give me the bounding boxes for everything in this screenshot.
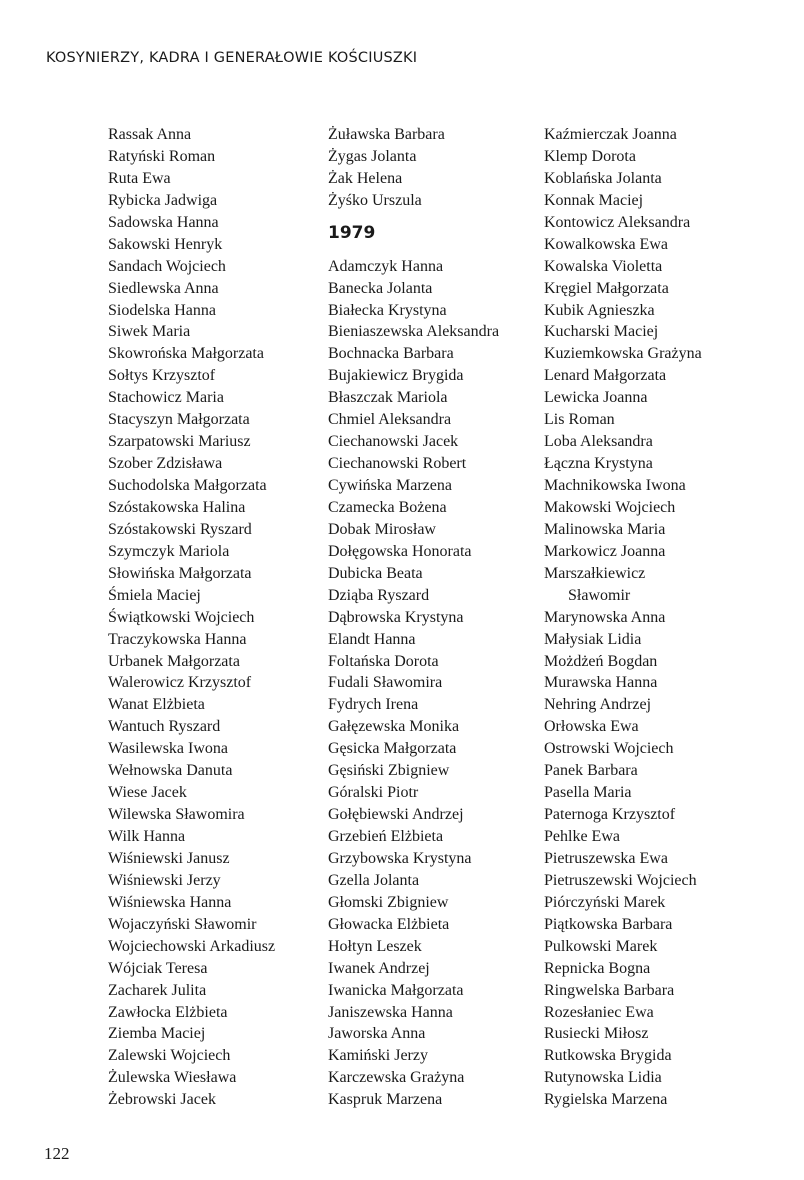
name-entry: Łączna Krystyna [544, 455, 653, 473]
name-entry: Szarpatowski Mariusz [108, 433, 251, 451]
name-entry: Wiśniewski Janusz [108, 849, 230, 867]
name-entry: Śmiela Maciej [108, 586, 201, 604]
name-entry: Janiszewska Hanna [328, 1003, 453, 1021]
name-entry: Siwek Maria [108, 323, 191, 341]
name-entry: Urbanek Małgorzata [108, 652, 240, 670]
name-entry: Paternoga Krzysztof [544, 806, 676, 824]
name-entry: Siodelska Hanna [108, 301, 216, 319]
name-entry: Markowicz Joanna [544, 542, 666, 560]
name-entry: Elandt Hanna [328, 630, 416, 648]
name-entry: Nehring Andrzej [544, 696, 652, 714]
page-number: 122 [44, 1144, 70, 1163]
name-entry: Banecka Jolanta [328, 279, 433, 297]
name-entry: Repnicka Bogna [544, 959, 651, 977]
name-entry: Wełnowska Danuta [108, 762, 233, 780]
name-entry: Głomski Zbigniew [328, 893, 449, 911]
name-entry: Szymczyk Mariola [108, 542, 230, 560]
name-entry: Pasella Maria [544, 784, 632, 802]
name-entry: Adamczyk Hanna [328, 257, 444, 275]
name-entry: Ciechanowski Jacek [328, 433, 459, 451]
name-entry: Sławomir [568, 586, 631, 604]
name-entry: Wiśniewski Jerzy [108, 871, 221, 889]
name-entry: Konnak Maciej [544, 191, 644, 209]
name-entry: Gałęzewska Monika [328, 718, 460, 736]
name-entry: Wójciak Teresa [108, 959, 208, 977]
name-entry: Szober Zdzisława [108, 455, 223, 473]
name-entry: Stacyszyn Małgorzata [108, 411, 250, 429]
name-entry: Traczykowska Hanna [108, 630, 247, 648]
name-entry: Foltańska Dorota [328, 652, 439, 670]
name-entry: Dąbrowska Krystyna [328, 608, 464, 626]
name-entry: Czamecka Bożena [328, 498, 447, 516]
name-entry: Gołębiewski Andrzej [328, 806, 464, 824]
name-entry: Rygielska Marzena [544, 1091, 668, 1109]
name-entry: Kontowicz Aleksandra [544, 213, 691, 231]
name-entry: Zacharek Julita [108, 981, 207, 999]
name-entry: Wojciechowski Arkadiusz [108, 937, 276, 955]
name-entry: Marynowska Anna [544, 608, 666, 626]
name-entry: Gęsiński Zbigniew [328, 762, 450, 780]
name-entry: Marszałkiewicz [544, 564, 646, 582]
name-entry: Dołęgowska Honorata [328, 542, 472, 560]
name-entry: Gzella Jolanta [328, 871, 420, 889]
name-entry: Pietruszewski Wojciech [544, 871, 697, 889]
name-entry: Lis Roman [544, 411, 615, 429]
year-heading: 1979 [328, 222, 376, 243]
name-entry: Dubicka Beata [328, 564, 423, 582]
name-entry: Wiśniewska Hanna [108, 893, 232, 911]
name-entry: Rutynowska Lidia [544, 1069, 662, 1087]
name-entry: Kowalska Violetta [544, 257, 663, 275]
name-entry: Makowski Wojciech [544, 498, 676, 516]
name-entry: Klemp Dorota [544, 147, 636, 165]
name-entry: Kucharski Maciej [544, 323, 659, 341]
name-entry: Wasilewska Iwona [108, 740, 229, 758]
name-entry: Machnikowska Iwona [544, 477, 686, 494]
name-entry: Grzebień Elżbieta [328, 828, 444, 846]
name-entry: Wilewska Sławomira [108, 806, 245, 824]
name-entry: Dobak Mirosław [328, 520, 436, 538]
name-entry: Wiese Jacek [108, 784, 187, 802]
name-entry: Zalewski Wojciech [108, 1047, 231, 1065]
name-entry: Błaszczak Mariola [328, 389, 448, 407]
name-entry: Wilk Hanna [108, 828, 186, 845]
name-entry: Malinowska Maria [544, 520, 666, 538]
name-entry: Rybicka Jadwiga [108, 191, 218, 209]
name-entry: Żebrowski Jacek [108, 1091, 216, 1109]
name-entry: Siedlewska Anna [108, 279, 219, 297]
name-entry: Bieniaszewska Aleksandra [328, 323, 500, 341]
name-entry: Ruta Ewa [108, 169, 171, 187]
name-entry: Karczewska Grażyna [328, 1069, 465, 1087]
name-entry: Sołtys Krzysztof [108, 367, 216, 385]
name-entry: Grzybowska Krystyna [328, 849, 472, 867]
name-entry: Sakowski Henryk [108, 235, 223, 253]
name-entry: Szóstakowska Halina [108, 498, 246, 516]
name-entry: Kręgiel Małgorzata [544, 279, 669, 297]
name-entry: Rozesłaniec Ewa [544, 1003, 654, 1021]
name-entry: Panek Barbara [544, 762, 638, 780]
name-entry: Ostrowski Wojciech [544, 740, 674, 758]
name-entry: Loba Aleksandra [544, 433, 653, 451]
name-entry: Pietruszewska Ewa [544, 849, 668, 867]
name-entry: Cywińska Marzena [328, 477, 452, 495]
name-entry: Sandach Wojciech [108, 257, 226, 275]
name-entry: Hołtyn Leszek [328, 937, 422, 955]
name-entry: Piórczyński Marek [544, 893, 666, 911]
name-entry: Białecka Krystyna [328, 301, 447, 319]
name-entry: Żak Helena [328, 169, 403, 187]
name-entry: Lewicka Joanna [544, 389, 648, 407]
name-entry: Lenard Małgorzata [544, 367, 667, 385]
name-entry: Ringwelska Barbara [544, 981, 675, 999]
name-column-1 [108, 124, 275, 1111]
name-entry: Kubik Agnieszka [544, 301, 655, 319]
name-entry: Fydrych Irena [328, 696, 419, 714]
name-entry: Sadowska Hanna [108, 213, 219, 231]
name-entry: Kamiński Jerzy [328, 1047, 428, 1065]
name-entry: Świątkowski Wojciech [108, 608, 255, 626]
name-entry: Żyśko Urszula [328, 191, 422, 209]
name-entry: Wanat Elżbieta [108, 696, 205, 714]
name-entry: Kuziemkowska Grażyna [544, 345, 702, 363]
name-entry: Orłowska Ewa [544, 718, 639, 736]
name-entry: Ratyński Roman [108, 147, 216, 165]
name-entry: Suchodolska Małgorzata [108, 477, 267, 494]
name-entry: Żygas Jolanta [328, 147, 417, 165]
name-entry: Ciechanowski Robert [328, 455, 467, 473]
name-entry: Głowacka Elżbieta [328, 915, 450, 933]
name-entry: Możdżeń Bogdan [544, 652, 658, 670]
name-entry: Małysiak Lidia [544, 630, 642, 648]
name-entry: Murawska Hanna [544, 674, 658, 692]
name-entry: Żuławska Barbara [328, 126, 445, 143]
name-entry: Jaworska Anna [328, 1025, 426, 1043]
name-entry: Kowalkowska Ewa [544, 235, 668, 253]
name-entry: Iwanek Andrzej [328, 959, 430, 977]
name-entry: Bujakiewicz Brygida [328, 367, 464, 385]
name-entry: Pehlke Ewa [544, 828, 620, 845]
name-entry: Dziąba Ryszard [328, 586, 430, 604]
name-entry: Koblańska Jolanta [544, 169, 662, 187]
name-entry: Rusiecki Miłosz [544, 1025, 649, 1043]
name-entry: Słowińska Małgorzata [108, 564, 252, 582]
name-entry: Gęsicka Małgorzata [328, 740, 457, 758]
name-entry: Skowrońska Małgorzata [108, 345, 264, 363]
name-entry: Pulkowski Marek [544, 937, 658, 955]
name-entry: Fudali Sławomira [328, 674, 443, 692]
name-entry: Rutkowska Brygida [544, 1047, 672, 1065]
name-entry: Kaźmierczak Joanna [544, 126, 677, 143]
name-entry: Rassak Anna [108, 126, 192, 143]
name-entry: Wantuch Ryszard [108, 718, 221, 736]
name-entry: Iwanicka Małgorzata [328, 981, 464, 999]
name-column-3 [544, 124, 702, 1111]
name-entry: Piątkowska Barbara [544, 915, 673, 933]
name-entry: Bochnacka Barbara [328, 345, 454, 363]
name-entry: Chmiel Aleksandra [328, 411, 452, 429]
name-entry: Kaspruk Marzena [328, 1091, 443, 1109]
name-entry: Stachowicz Maria [108, 389, 224, 407]
running-header: KOSYNIERZY, KADRA I GENERAŁOWIE KOŚCIUSZKI [46, 50, 418, 66]
name-entry: Szóstakowski Ryszard [108, 520, 252, 538]
name-entry: Góralski Piotr [328, 784, 419, 802]
name-entry: Żulewska Wiesława [108, 1069, 237, 1087]
name-entry: Wojaczyński Sławomir [108, 915, 257, 933]
name-entry: Zawłocka Elżbieta [108, 1003, 228, 1021]
name-entry: Walerowicz Krzysztof [108, 674, 252, 692]
name-entry: Ziemba Maciej [108, 1025, 206, 1043]
name-column-2 [328, 124, 499, 1111]
